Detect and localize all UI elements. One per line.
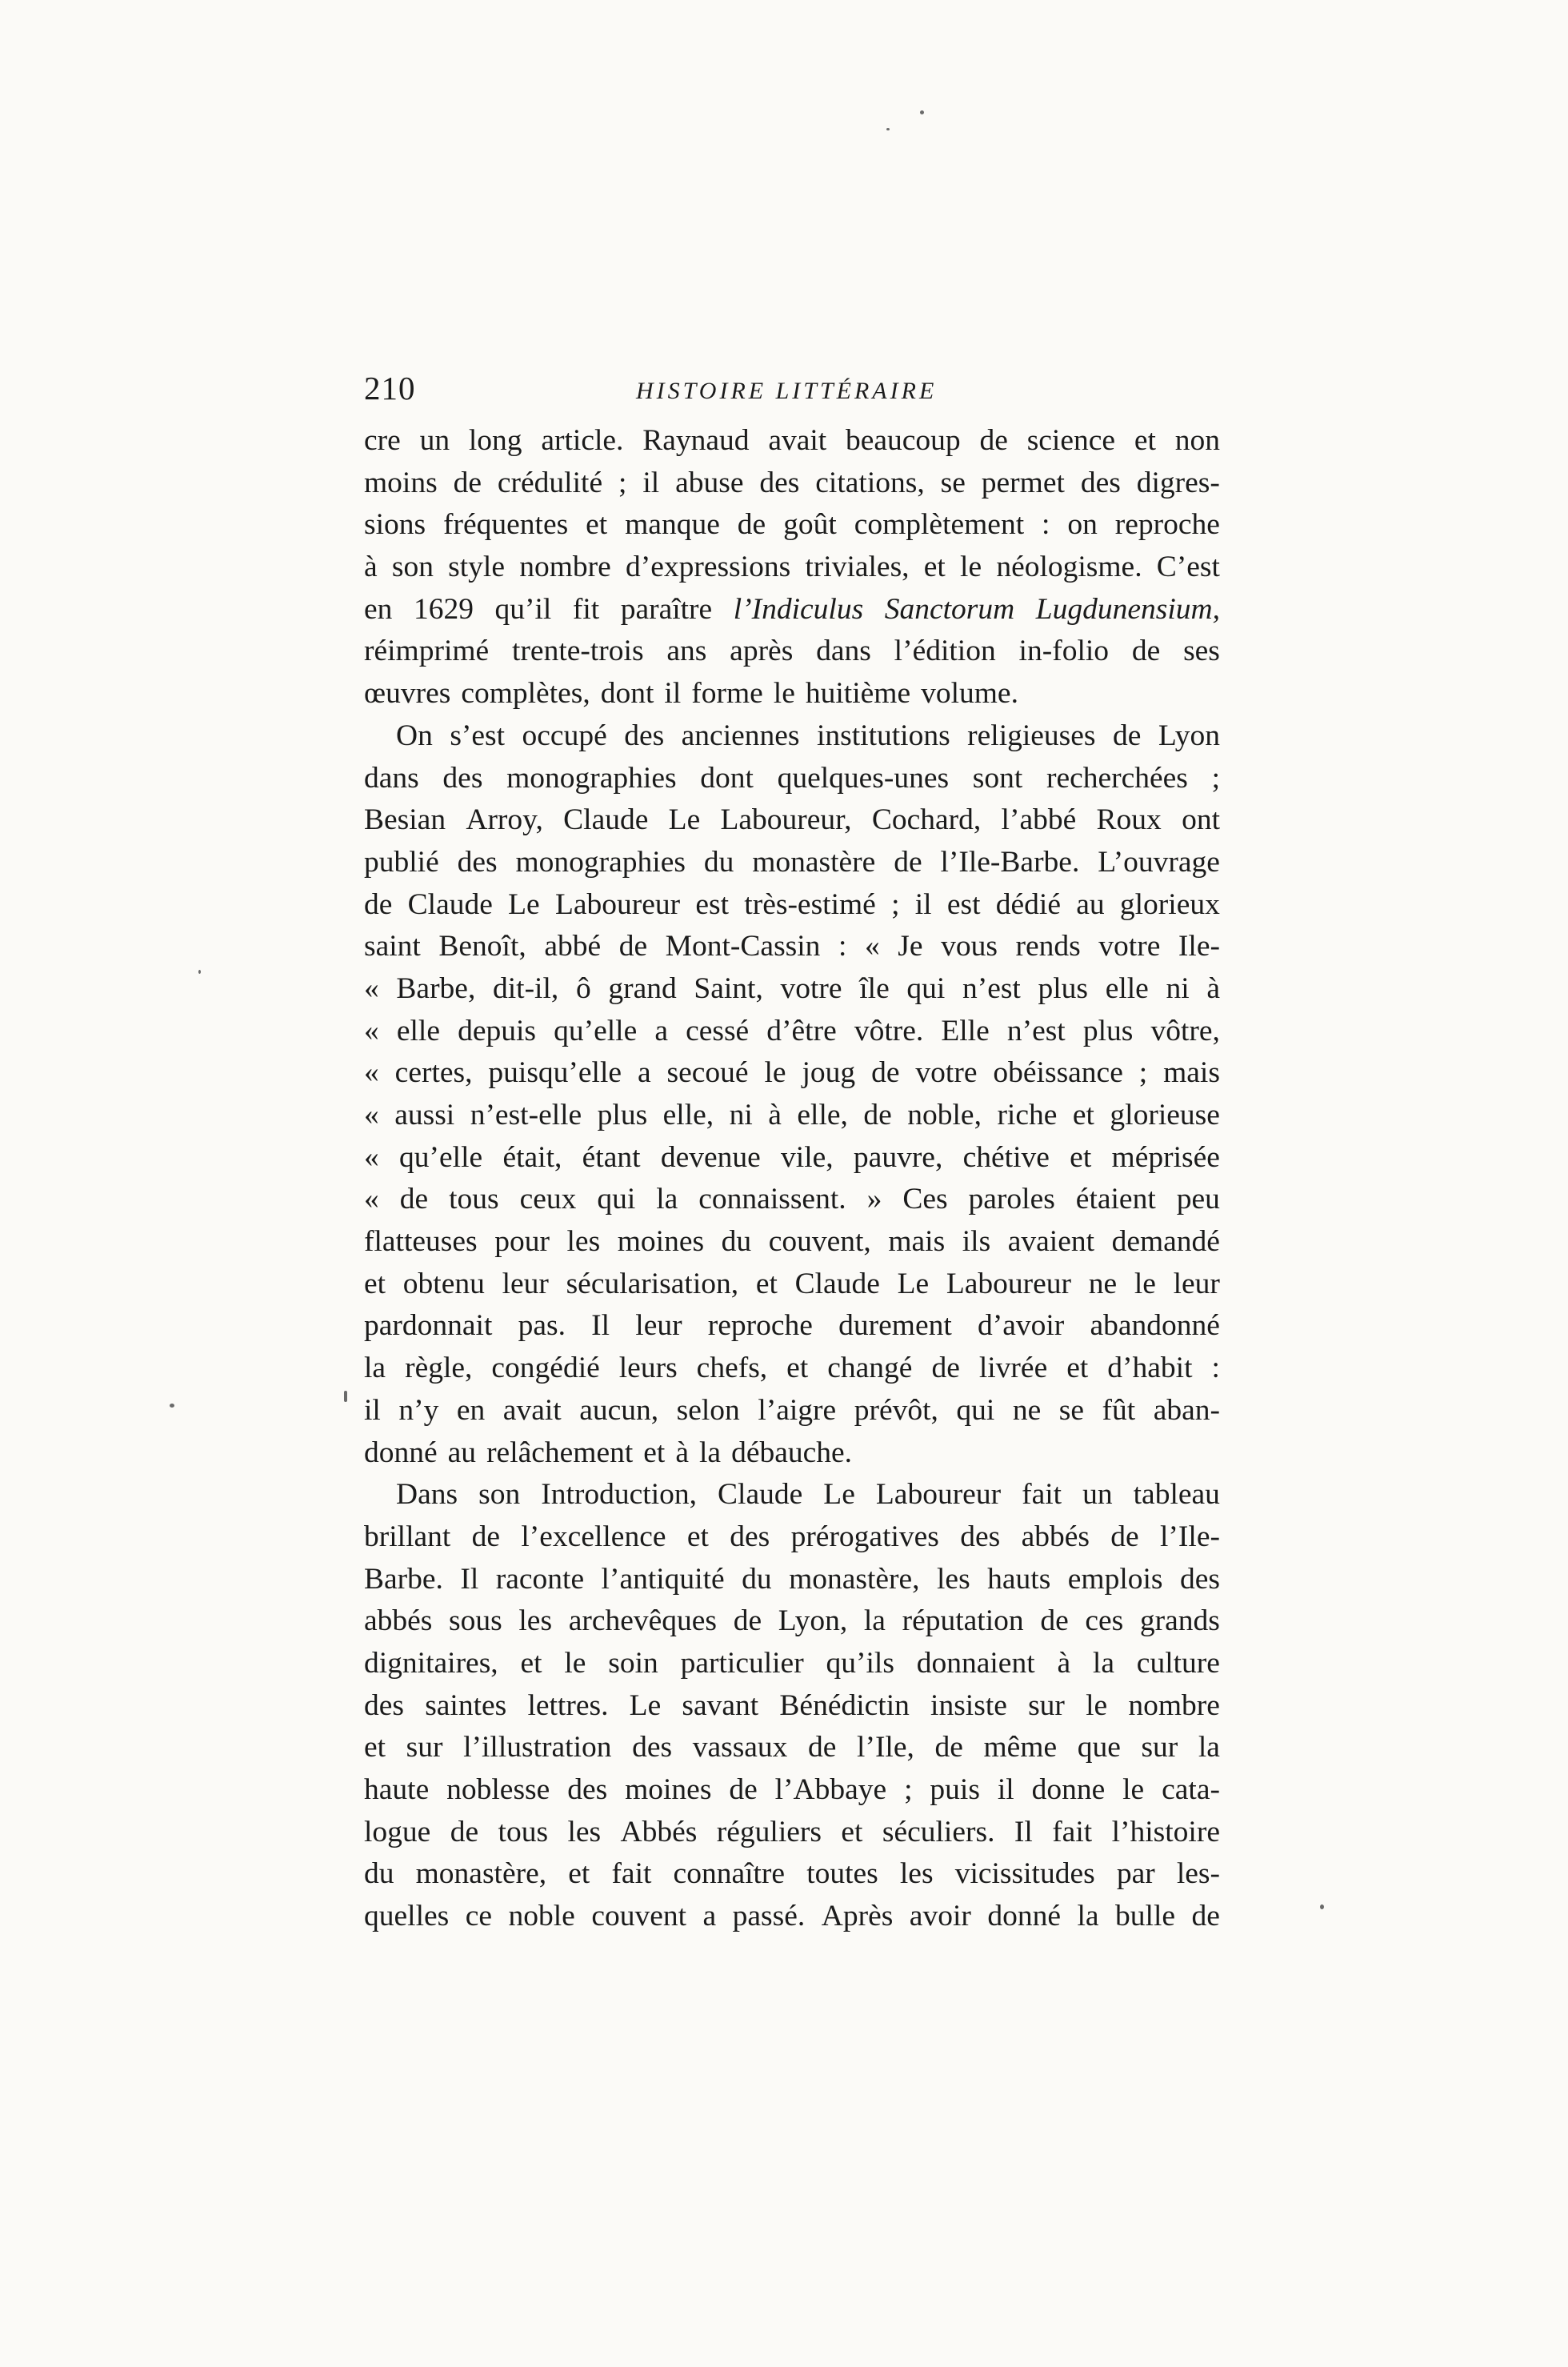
paper-speck xyxy=(920,110,924,114)
text-line: quelles ce noble couvent a passé. Après avoir donné la bulle de xyxy=(364,1900,1220,1933)
text-line: des saintes lettres. Le savant Bénédictin insiste sur le nombre xyxy=(364,1688,1220,1722)
text-line: cre un long article. Raynaud avait beaucoup de science et non xyxy=(364,424,1220,457)
page-number: 210 xyxy=(364,370,416,407)
text-line: « de tous ceux qui la connaissent. » Ces paroles étaient peu xyxy=(364,1183,1220,1216)
text-line: Barbe. Il raconte l’antiquité du monastère, les hauts emplois des xyxy=(364,1562,1220,1596)
text-line: « certes, puisqu’elle a secoué le joug de votre obéissance ; mais xyxy=(364,1056,1220,1090)
text-line: dans des monographies dont quelques-unes sont recherchées ; xyxy=(364,761,1220,795)
text-line: haute noblesse des moines de l’Abbaye ; puis il donne le cata- xyxy=(364,1773,1220,1806)
text-line: donné au relâchement et à la débauche. xyxy=(364,1436,853,1469)
running-title: HISTOIRE LITTÉRAIRE xyxy=(636,378,938,404)
text-line: Besian Arroy, Claude Le Laboureur, Cochard, l’abbé Roux ont xyxy=(364,803,1220,837)
text-line: moins de crédulité ; il abuse des citations, se permet des digres- xyxy=(364,466,1220,499)
text-line: abbés sous les archevêques de Lyon, la réputation de ces grands xyxy=(364,1604,1220,1638)
text-line: « elle depuis qu’elle a cessé d’être vôtre. Elle n’est plus vôtre, xyxy=(364,1014,1220,1047)
text-line: pardonnait pas. Il leur reproche durement d’avoir abandonné xyxy=(364,1309,1220,1343)
text-line: On s’est occupé des anciennes institutions religieuses de Lyon xyxy=(396,719,1220,752)
text-line: « qu’elle était, étant devenue vile, pauvre, chétive et méprisée xyxy=(364,1140,1220,1174)
text-line: du monastère, et fait connaître toutes les vicissitudes par les- xyxy=(364,1857,1220,1891)
text-line: dignitaires, et le soin particulier qu’ils donnaient à la culture xyxy=(364,1646,1220,1680)
text-line: flatteuses pour les moines du couvent, mais ils avaient demandé xyxy=(364,1225,1220,1259)
paper-speck xyxy=(344,1391,347,1402)
text-line: Dans son Introduction, Claude Le Laboureur fait un tableau xyxy=(396,1478,1220,1512)
paper-speck xyxy=(1320,1904,1324,1909)
text-line: publié des monographies du monastère de l’Ile-Barbe. L’ouvrage xyxy=(364,845,1220,879)
text-line: en 1629 qu’il fit paraître l’Indiculus Sanctorum Lugdunensium, xyxy=(364,592,1220,626)
text-line: et obtenu leur sécularisation, et Claude Le Laboureur ne le leur xyxy=(364,1267,1220,1300)
text-line: il n’y en avait aucun, selon l’aigre prévôt, qui ne se fût aban- xyxy=(364,1393,1220,1427)
body-text xyxy=(364,420,1220,1938)
text-line: et sur l’illustration des vassaux de l’Ile, de même que sur la xyxy=(364,1731,1220,1764)
text-line: de Claude Le Laboureur est très-estimé ; il est dédié au glorieux xyxy=(364,887,1220,921)
text-line: sions fréquentes et manque de goût complètement : on reproche xyxy=(364,508,1220,542)
text-line: œuvres complètes, dont il forme le huitième volume. xyxy=(364,677,1018,711)
text-line: la règle, congédié leurs chefs, et changé de livrée et d’habit : xyxy=(364,1352,1220,1385)
text-line: « aussi n’est-elle plus elle, ni à elle, de noble, riche et glorieuse xyxy=(364,1099,1220,1131)
paper-speck xyxy=(886,128,890,130)
text-line: saint Benoît, abbé de Mont-Cassin : « Je vous rends votre Ile- xyxy=(364,930,1220,963)
paper-speck xyxy=(170,1404,174,1408)
text-line: « Barbe, dit-il, ô grand Saint, votre île qui n’est plus elle ni à xyxy=(364,971,1220,1005)
text-line: logue de tous les Abbés réguliers et séculiers. Il fait l’histoire xyxy=(364,1815,1220,1848)
paper-speck xyxy=(198,970,201,974)
text-line: brillant de l’excellence et des prérogatives des abbés de l’Ile- xyxy=(364,1520,1220,1553)
text-line: réimprimé trente-trois ans après dans l’édition in-folio de ses xyxy=(364,635,1220,668)
text-line: à son style nombre d’expressions triviales, et le néologisme. C’est xyxy=(364,551,1220,584)
page-header xyxy=(364,364,1220,420)
